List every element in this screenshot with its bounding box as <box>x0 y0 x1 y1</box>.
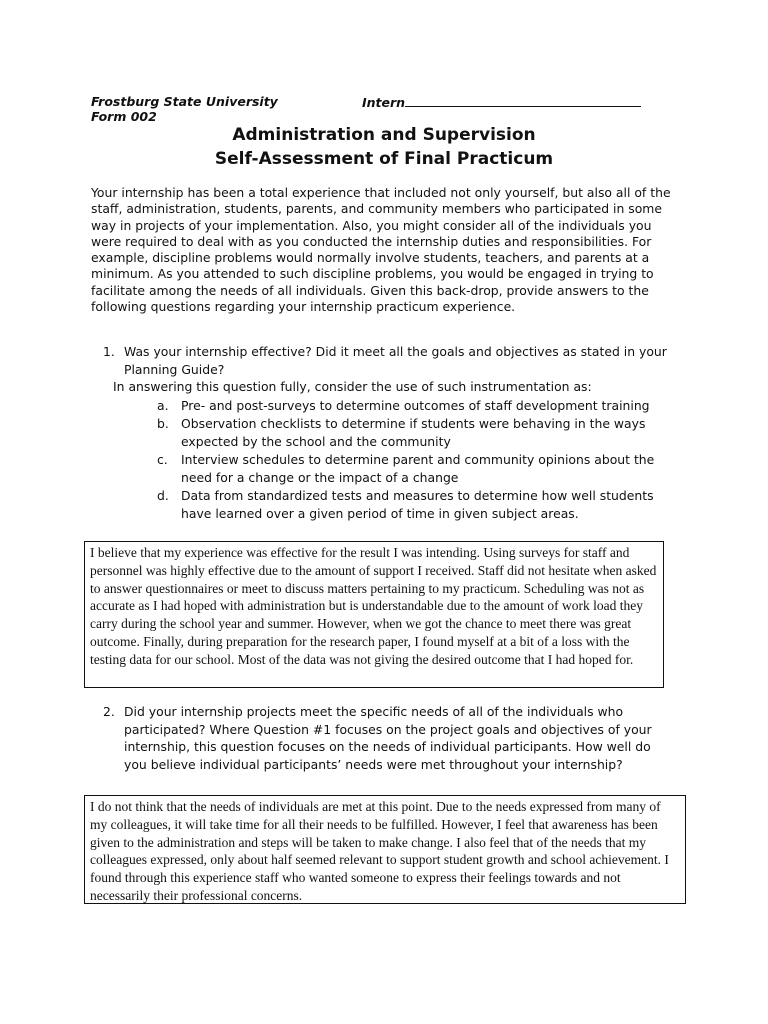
list-item-letter: c. <box>157 452 168 467</box>
question-2-number: 2. <box>103 704 115 719</box>
question-1-consider: In answering this question fully, consider the use of such instrumentation as: <box>113 379 592 394</box>
list-item-text: Pre- and post-surveys to determine outcomes of staff development training <box>181 398 650 413</box>
form-number: Form 002 <box>91 109 157 124</box>
question-2 <box>103 703 673 773</box>
list-item <box>157 397 667 415</box>
university-name: Frostburg State University <box>91 94 278 109</box>
question-1 <box>103 343 673 378</box>
answer-1-box: I believe that my experience was effective for the result I was intending. Using surveys for staff and personnel was highly effective due to the amount of support I received. Staff did not hesitate when asked to answer questionnaires or meet to discuss matters pertaining to my practicum. Scheduling was not as accurate as I had hoped with administration but is understandable due to the amount of work load they carry during the school year and summer. However, when we got the chance to meet there was great outcome. Finally, during preparation for the research paper, I found myself at a bit of a loss with the testing data for our school. Most of the data was not giving the desired outcome that I had hoped for. <box>84 541 664 688</box>
list-item-text: Interview schedules to determine parent and community opinions about the need for a change or the impact of a change <box>181 452 655 485</box>
question-1-number: 1. <box>103 344 115 359</box>
intern-field <box>362 94 641 110</box>
list-item-letter: b. <box>157 416 169 431</box>
intern-label: Intern <box>362 95 406 110</box>
list-item <box>157 415 667 451</box>
intern-blank-line <box>405 94 641 107</box>
list-item-text: Observation checklists to determine if students were behaving in the ways expected by the school and the community <box>181 416 646 449</box>
title-line-2: Self-Assessment of Final Practicum <box>214 149 554 169</box>
intro-paragraph: Your internship has been a total experience that included not only yourself, but also all of the staff, administration, students, parents, and community members who participated in some way in projects of your implementation. Also, you might consider all of the individuals you were required to deal with as you conducted the internship duties and responsibilities. For example, discipline problems would normally involve students, teachers, and parents at a minimum. As you attended to such discipline problems, you would be engaged in trying to facilitate among the needs of all individuals. Given this back-drop, provide answers to the following questions regarding your internship practicum experience. <box>91 185 671 315</box>
title-line-1: Administration and Supervision <box>232 125 536 145</box>
list-item-letter: d. <box>157 488 169 503</box>
list-item-text: Data from standardized tests and measures to determine how well students have learned over a given period of time in given subject areas. <box>181 488 654 521</box>
list-item <box>157 487 667 523</box>
question-2-text: Did your internship projects meet the specific needs of all of the individuals who participated? Where Question #1 focuses on the project goals and objectives of your internship, this question focuses on the needs of individual participants. How well do you believe individual participants’ needs were met throughout your internship? <box>124 704 652 772</box>
question-1-text: Was your internship effective? Did it meet all the goals and objectives as stated in your Planning Guide? <box>124 344 667 377</box>
answer-2-box: I do not think that the needs of individuals are met at this point. Due to the needs expressed from many of my colleagues, it will take time for all their needs to be fulfilled. However, I feel that awareness has been given to the administration and steps will be taken to make change. I also feel that of the needs that my colleagues expressed, only about half seemed relevant to support student growth and school achievement. I found through this experience staff who wanted someone to express their feelings towards and not necessarily their professional concerns. <box>84 795 686 904</box>
list-item-letter: a. <box>157 398 169 413</box>
list-item <box>157 451 667 487</box>
